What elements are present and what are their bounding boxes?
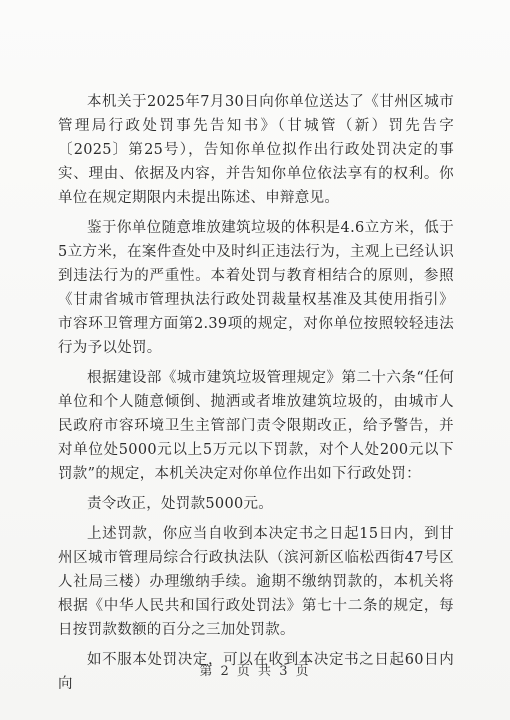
paragraph-penalty: 责令改正，处罚款5000元。 <box>87 496 274 512</box>
paragraph-appeal: 如不服本处罚决定，可以在收到本决定书之日起60日内向 <box>58 652 454 692</box>
paragraph-legal-basis: 根据建设部《城市建筑垃圾管理规定》第二十六条“任何单位和个人随意倾倒、抛洒或者堆放建筑垃圾的，由城市人民政府市容环境卫生主管部门责令限期改正，给予警告，并对单位处5000元以上5万元以下罚款，对个人处200元以下罚款”的规定，本机关决定对你单位作出如下行政处罚： <box>58 370 454 482</box>
document-body <box>58 90 454 702</box>
page-number: 第 2 页 共 3 页 <box>199 664 311 679</box>
paragraph-notice-delivery: 本机关于2025年7月30日向你单位送达了《甘州区城市管理局行政处罚事先告知书》（甘城管（新）罚先告字〔2025〕第25号），告知你单位拟作出行政处罚决定的事实、理由、依据及内容，并告知你单位依法享有的权利。你单位在规定期限内未提出陈述、申辩意见。 <box>58 94 454 206</box>
paragraph-mitigation: 鉴于你单位随意堆放建筑垃圾的体积是4.6立方米，低于5立方米，在案件查处中及时纠正违法行为，主观上已经认识到违法行为的严重性。本着处罚与教育相结合的原则，参照《甘肃省城市管理执法行政处罚裁量权基准及其使用指引》市容环卫管理方面第2.39项的规定，对你单位按照较轻违法行为予以处罚。 <box>58 220 454 356</box>
paragraph-payment: 上述罚款，你应当自收到本决定书之日起15日内，到甘州区城市管理局综合行政执法队（滨河新区临松西街47号区人社局三楼）办理缴纳手续。逾期不缴纳罚款的，本机关将根据《中华人民共和国行政处罚法》第七十二条的规定，每日按罚款数额的百分之三加处罚款。 <box>58 526 454 638</box>
